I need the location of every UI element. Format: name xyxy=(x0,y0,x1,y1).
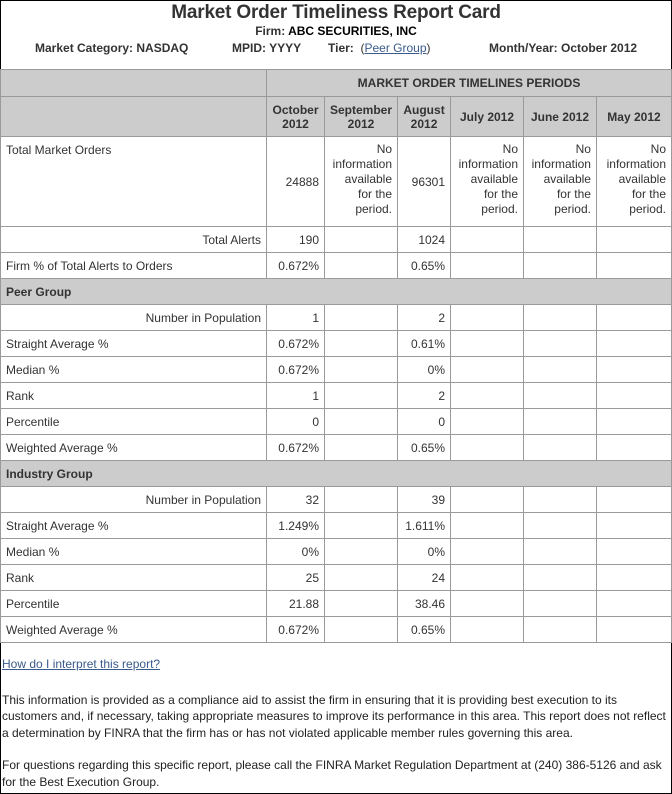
cell-value xyxy=(451,357,524,383)
cell-value xyxy=(596,357,671,383)
cell-value xyxy=(325,539,398,565)
firm-label: Firm: xyxy=(255,24,286,38)
cell-value xyxy=(325,513,398,539)
cell-value xyxy=(596,487,671,513)
cell-value xyxy=(451,487,524,513)
total-market-orders-row xyxy=(1,137,672,227)
cell-value: 0% xyxy=(398,357,451,383)
cell-value xyxy=(524,513,597,539)
cell-value: 1024 xyxy=(398,227,451,253)
contact-text: For questions regarding this specific report, please call the FINRA Market Regulation Department at (240) 386-5126 and ask for the Best Execution Group. xyxy=(2,758,662,789)
section-heading: Industry Group xyxy=(1,461,672,487)
cell-value xyxy=(325,305,398,331)
cell-value: 0.672% xyxy=(267,617,325,643)
cell-value xyxy=(451,227,524,253)
row-label: Firm % of Total Alerts to Orders xyxy=(1,253,267,279)
cell-value: 0.672% xyxy=(267,331,325,357)
peer-group-link[interactable]: Peer Group xyxy=(364,41,427,55)
cell-value xyxy=(596,513,671,539)
total-alerts-row xyxy=(1,227,672,253)
table-row xyxy=(1,435,672,461)
table-row xyxy=(1,539,672,565)
cell-value xyxy=(596,435,671,461)
cell-value xyxy=(596,539,671,565)
cell-value: 38.46 xyxy=(398,591,451,617)
no-info-cell: No information available for the period. xyxy=(596,137,671,227)
month-year: Month/Year: October 2012 xyxy=(489,41,638,55)
industry-group-body xyxy=(1,487,672,643)
periods-heading: MARKET ORDER TIMELINES PERIODS xyxy=(267,70,672,97)
cell-value: 0% xyxy=(267,539,325,565)
cell-value: 1.249% xyxy=(267,513,325,539)
cell-value xyxy=(325,435,398,461)
row-label: Percentile xyxy=(1,409,267,435)
cell-value xyxy=(524,487,597,513)
cell-value xyxy=(524,539,597,565)
disclaimer-text: This information is provided as a compliance aid to assist the firm in ensuring that it is providing best execution to its customers and, if necessary, taking appropriate measures to improve its performance in this area. This report does not reflect a determination by FINRA that the firm has or has not violated applicable member rules governing this area. xyxy=(2,692,666,740)
section-heading: Peer Group xyxy=(1,279,672,305)
table-row xyxy=(1,487,672,513)
cell-value xyxy=(524,331,597,357)
cell-value xyxy=(451,513,524,539)
tier xyxy=(328,41,431,55)
cell-value xyxy=(451,331,524,357)
cell-value: 0.65% xyxy=(398,435,451,461)
cell-value xyxy=(596,253,671,279)
table-row xyxy=(1,305,672,331)
row-label: Percentile xyxy=(1,591,267,617)
table-row xyxy=(1,513,672,539)
row-label: Total Alerts xyxy=(1,227,267,253)
cell-value xyxy=(524,565,597,591)
page-title: Market Order Timeliness Report Card xyxy=(171,2,501,23)
no-info-cell: No information available for the period. xyxy=(451,137,524,227)
cell-value xyxy=(596,565,671,591)
cell-value: 96301 xyxy=(398,137,451,227)
no-info-cell: No information available for the period. xyxy=(325,137,398,227)
cell-value: 24888 xyxy=(267,137,325,227)
cell-value xyxy=(524,357,597,383)
cell-value: 25 xyxy=(267,565,325,591)
cell-value xyxy=(596,409,671,435)
cell-value xyxy=(325,357,398,383)
cell-value xyxy=(524,591,597,617)
tier-open-paren: ( xyxy=(360,41,365,55)
cell-value xyxy=(325,617,398,643)
tier-close-paren: ) xyxy=(426,41,431,55)
cell-value: 1 xyxy=(267,383,325,409)
month-header: August 2012 xyxy=(398,97,451,137)
header-row-periods xyxy=(1,70,672,97)
meta-line xyxy=(0,39,672,59)
cell-value: 0.672% xyxy=(267,435,325,461)
cell-value xyxy=(524,253,597,279)
cell-value: 0 xyxy=(267,409,325,435)
month-header: July 2012 xyxy=(451,97,524,137)
cell-value xyxy=(596,227,671,253)
cell-value: 190 xyxy=(267,227,325,253)
header-row-months xyxy=(1,97,672,137)
mpid: MPID: YYYY xyxy=(232,41,302,55)
cell-value xyxy=(325,253,398,279)
cell-value xyxy=(524,305,597,331)
report-table xyxy=(0,69,672,643)
cell-value xyxy=(596,383,671,409)
cell-value xyxy=(596,617,671,643)
cell-value xyxy=(524,409,597,435)
cell-value: 2 xyxy=(398,383,451,409)
cell-value xyxy=(451,539,524,565)
cell-value: 0.65% xyxy=(398,617,451,643)
table-row xyxy=(1,591,672,617)
cell-value: 0.672% xyxy=(267,357,325,383)
cell-value xyxy=(451,409,524,435)
header-blank-cell xyxy=(1,97,267,137)
cell-value xyxy=(451,617,524,643)
row-label: Median % xyxy=(1,539,267,565)
row-label: Rank xyxy=(1,383,267,409)
report-footer xyxy=(2,656,668,790)
peer-group-body xyxy=(1,305,672,461)
cell-value xyxy=(325,331,398,357)
row-label: Rank xyxy=(1,565,267,591)
table-row xyxy=(1,331,672,357)
cell-value xyxy=(325,565,398,591)
cell-value xyxy=(524,383,597,409)
cell-value xyxy=(325,487,398,513)
cell-value xyxy=(451,591,524,617)
cell-value xyxy=(451,565,524,591)
month-header: May 2012 xyxy=(596,97,671,137)
table-row xyxy=(1,409,672,435)
cell-value: 32 xyxy=(267,487,325,513)
cell-value xyxy=(524,227,597,253)
table-row xyxy=(1,357,672,383)
row-label: Total Market Orders xyxy=(1,137,267,227)
cell-value: 0.65% xyxy=(398,253,451,279)
row-label: Straight Average % xyxy=(1,331,267,357)
row-label: Number in Population xyxy=(1,487,267,513)
cell-value xyxy=(596,331,671,357)
table-row xyxy=(1,383,672,409)
cell-value xyxy=(596,591,671,617)
industry-group-section-row xyxy=(1,461,672,487)
cell-value: 0.672% xyxy=(267,253,325,279)
firm-name: ABC SECURITIES, INC xyxy=(288,24,417,38)
cell-value: 2 xyxy=(398,305,451,331)
cell-value xyxy=(524,435,597,461)
row-label: Weighted Average % xyxy=(1,617,267,643)
tier-label: Tier: xyxy=(328,41,354,55)
month-header: June 2012 xyxy=(524,97,597,137)
no-info-cell: No information available for the period. xyxy=(524,137,597,227)
cell-value: 1 xyxy=(267,305,325,331)
cell-value xyxy=(596,305,671,331)
cell-value xyxy=(325,227,398,253)
header-blank-cell xyxy=(1,70,267,97)
row-label: Straight Average % xyxy=(1,513,267,539)
row-label: Number in Population xyxy=(1,305,267,331)
row-label: Weighted Average % xyxy=(1,435,267,461)
peer-group-section-row xyxy=(1,279,672,305)
cell-value: 24 xyxy=(398,565,451,591)
cell-value xyxy=(451,435,524,461)
cell-value xyxy=(325,383,398,409)
market-category: Market Category: NASDAQ xyxy=(35,41,189,55)
row-label: Median % xyxy=(1,357,267,383)
month-header: October 2012 xyxy=(267,97,325,137)
firm-pct-row xyxy=(1,253,672,279)
cell-value: 0 xyxy=(398,409,451,435)
cell-value xyxy=(524,617,597,643)
cell-value xyxy=(451,383,524,409)
cell-value: 21.88 xyxy=(267,591,325,617)
cell-value: 39 xyxy=(398,487,451,513)
cell-value xyxy=(451,305,524,331)
cell-value xyxy=(451,253,524,279)
table-row xyxy=(1,565,672,591)
month-header: September 2012 xyxy=(325,97,398,137)
cell-value: 1.611% xyxy=(398,513,451,539)
cell-value: 0.61% xyxy=(398,331,451,357)
cell-value xyxy=(325,591,398,617)
table-row xyxy=(1,617,672,643)
cell-value xyxy=(325,409,398,435)
cell-value: 0% xyxy=(398,539,451,565)
interpret-report-link[interactable]: How do I interpret this report? xyxy=(2,657,161,671)
